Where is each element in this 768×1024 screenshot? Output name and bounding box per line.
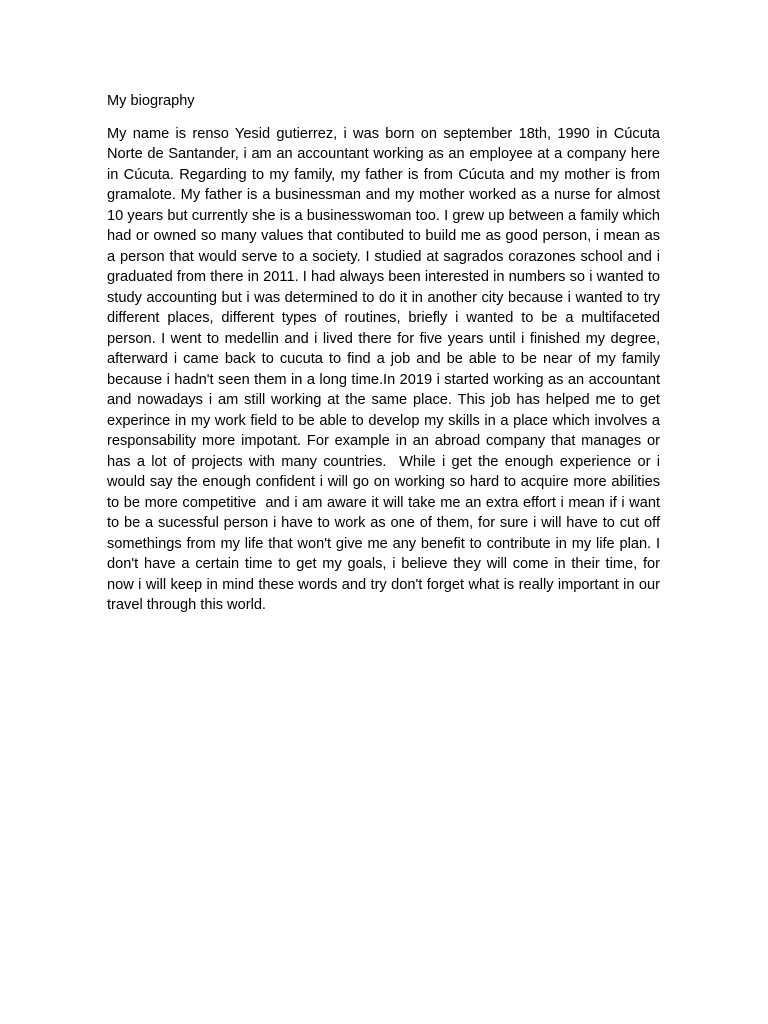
document-content bbox=[107, 91, 665, 616]
document-body-paragraph: My name is renso Yesid gutierrez, i was born on september 18th, 1990 in Cúcuta Norte de Santander, i am an accountant working as an employee at a company here in Cúcuta. Regarding to my family, my father is from Cúcuta and my mother is from gramalote. My father is a businessman and my mother worked as a nurse for almost 10 years but currently she is a businesswoman too. I grew up between a family which had or owned so many values that contibuted to build me as good person, i mean as a person that would serve to a society. I studied at sagrados corazones school and i graduated from there in 2011. I had always been interested in numbers so i wanted to study accounting but i was determined to do it in another city because i wanted to try different places, different types of routines, briefly i wanted to be a multifaceted person. I went to medellin and i lived there for five years until i finished my degree, afterward i came back to cucuta to find a job and be able to be near of my family because i hadn't seen them in a long time.In 2019 i started working as an accountant and nowadays i am still working at the same place. This job has helped me to get experince in my work field to be able to develop my skills in a place which involves a responsability more impotant. For example in an abroad company that manages or has a lot of projects with many countries. While i get the enough experience or i would say the enough confident i will go on working so hard to acquire more abilities to be more competitive and i am aware it will take me an extra effort i mean if i want to be a sucessful person i have to work as one of them, for sure i will have to cut off somethings from my life that won't give me any benefit to contribute in my life plan. I don't have a certain time to get my goals, i believe they will come in their time, for now i will keep in mind these words and try don't forget what is really important in our travel through this world. bbox=[107, 125, 665, 613]
document-title: My biography bbox=[107, 93, 195, 109]
